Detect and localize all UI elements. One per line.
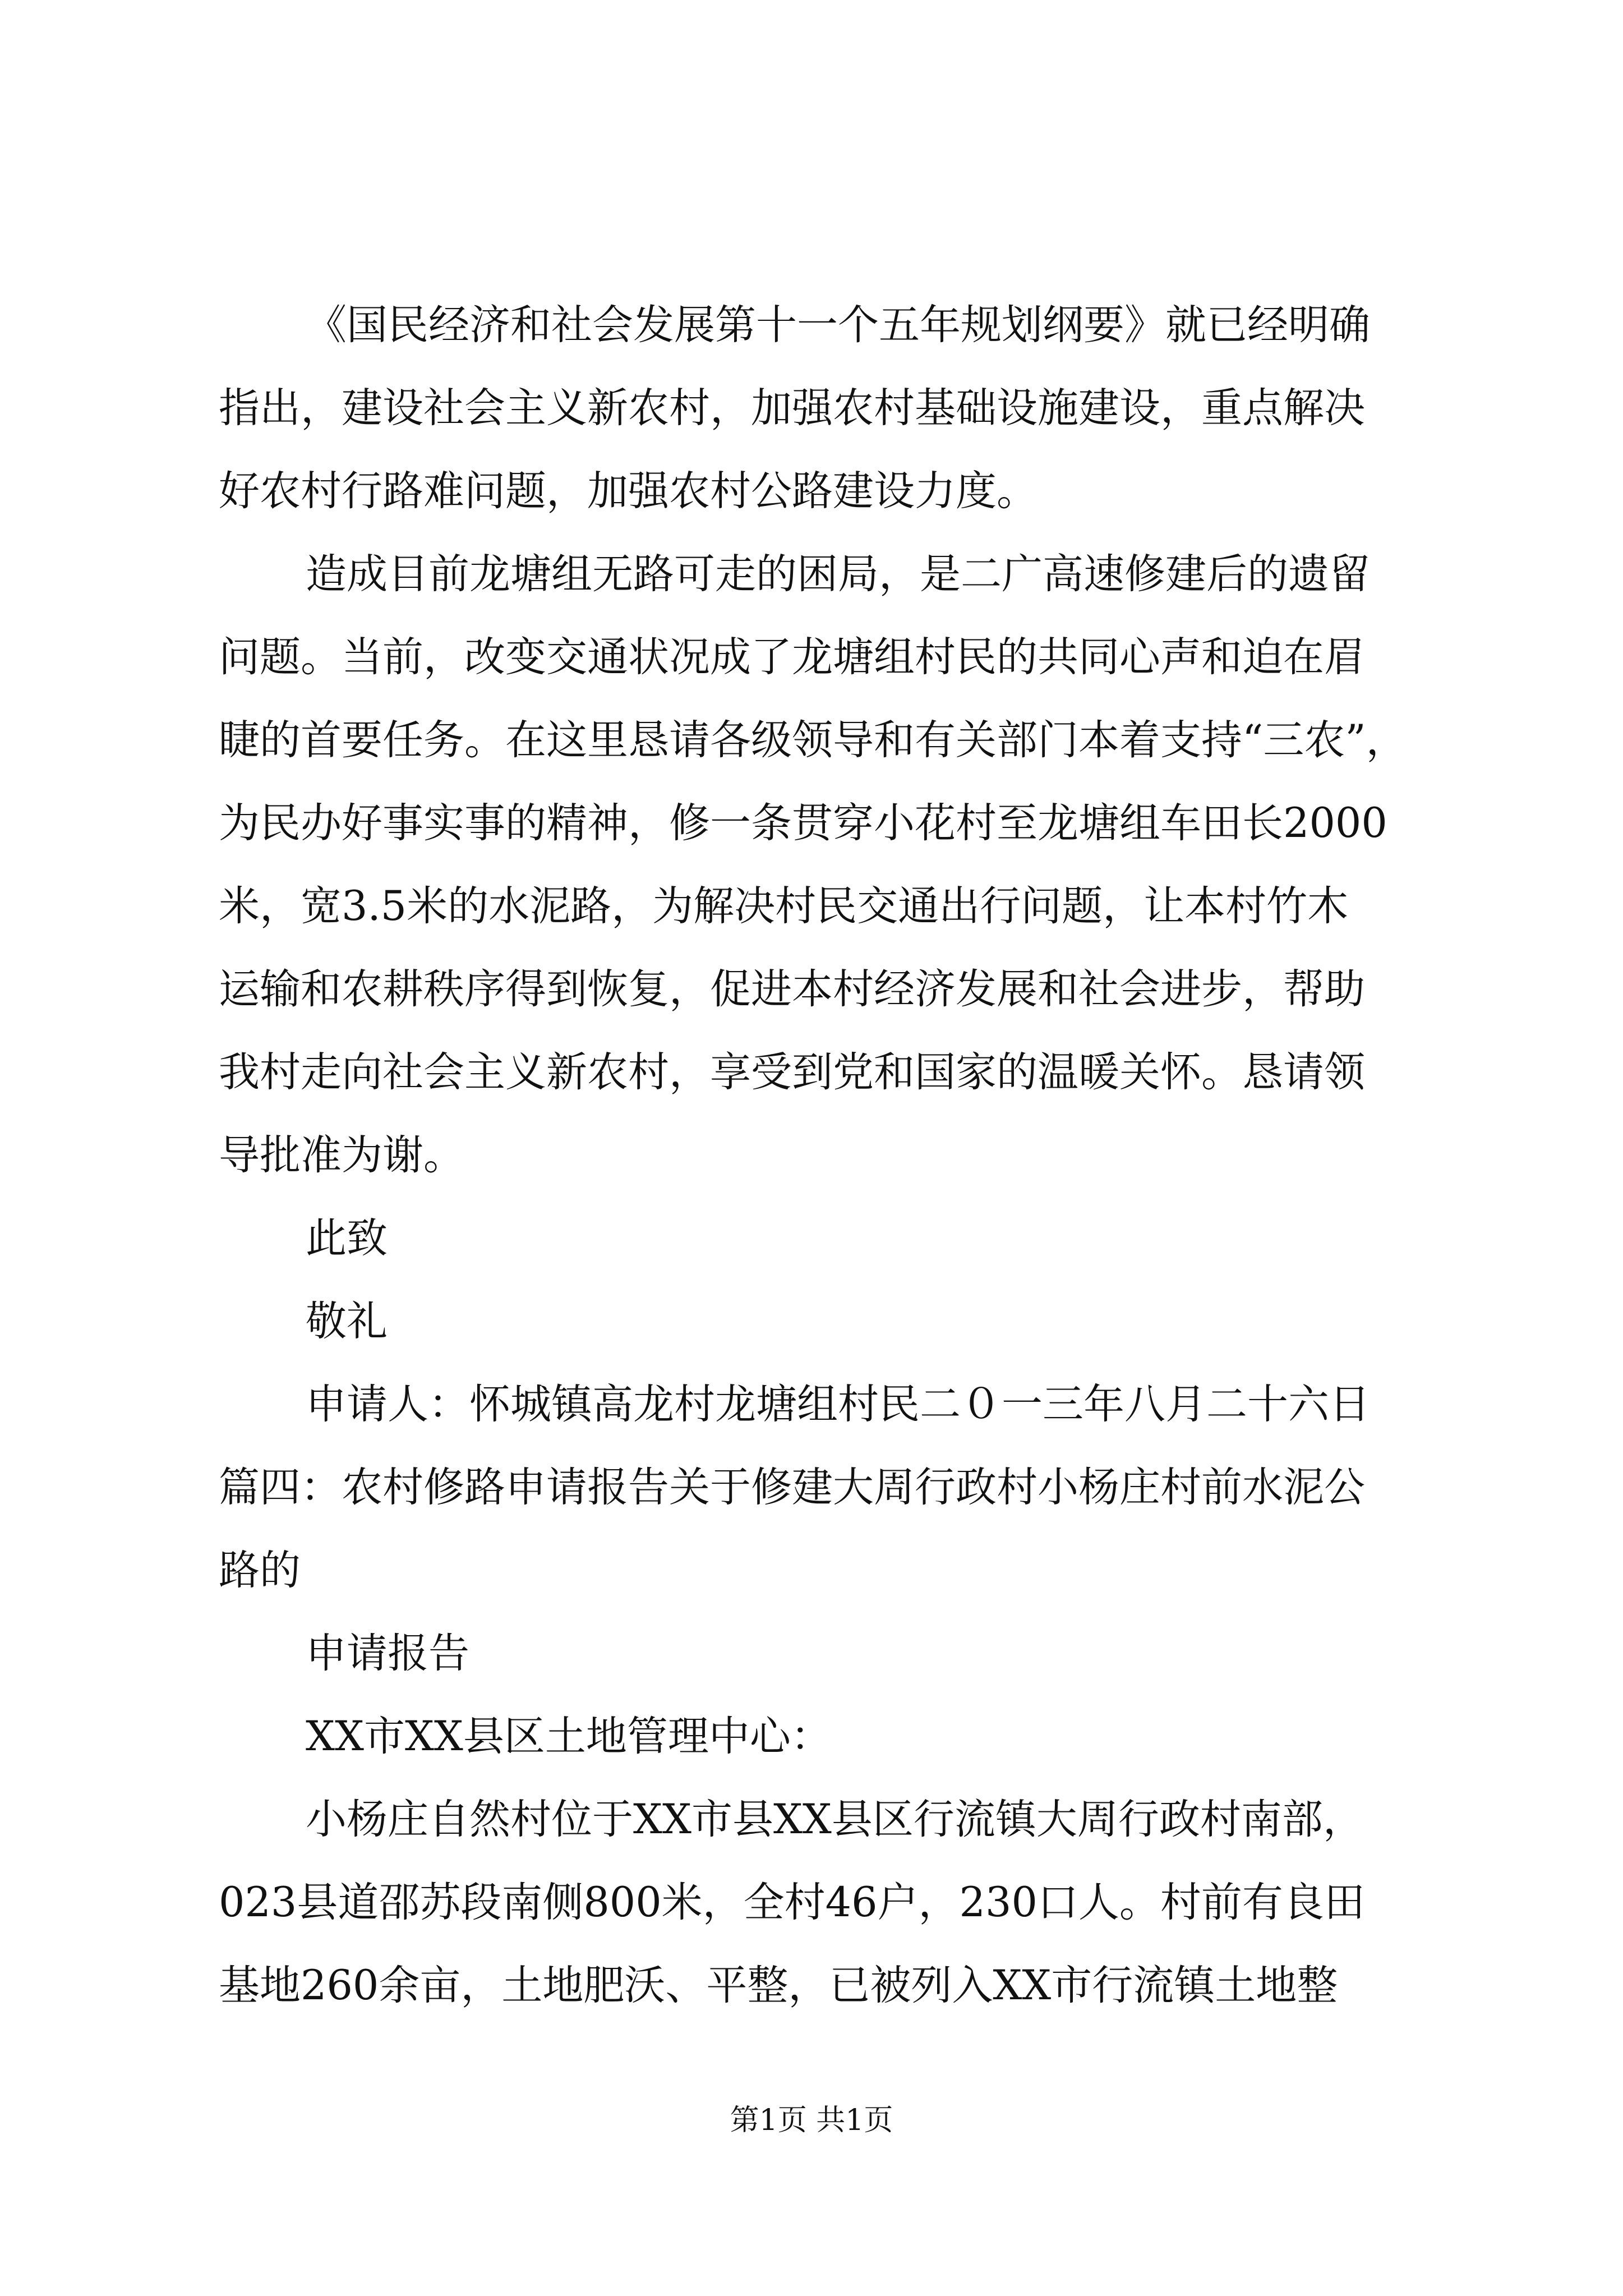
report-heading: 申请报告 — [306, 1630, 469, 1677]
text-line: 小杨庄自然村位于XX市县XX县区行流镇大周行政村南部， — [306, 1796, 1364, 1843]
salutation: 此致 — [306, 1214, 388, 1262]
recipient: XX市XX县区土地管理中心： — [306, 1713, 832, 1760]
text-line: 指出，建设社会主义新农村，加强农村基础设施建设，重点解决 — [219, 384, 1365, 432]
text-line: 我村走向社会主义新农村，享受到党和国家的温暖关怀。恳请领 — [219, 1048, 1365, 1096]
text-line: 《国民经济和社会发展第十一个五年规划纲要》就已经明确 — [306, 301, 1370, 349]
text-line: 造成目前龙塘组无路可走的困局，是二广高速修建后的遗留 — [306, 550, 1370, 598]
text-line: 导批准为谢。 — [219, 1131, 464, 1179]
text-line: 好农村行路难问题，加强农村公路建设力度。 — [219, 467, 1038, 515]
text-line: 米，宽3.5米的水泥路，为解决村民交通出行问题，让本村竹木 — [219, 882, 1349, 930]
page-footer: 第1页 共1页 — [730, 2104, 893, 2137]
text-line: 问题。当前，改变交通状况成了龙塘组村民的共同心声和迫在眉 — [219, 633, 1365, 681]
closing: 敬礼 — [306, 1297, 388, 1345]
text-line: 023县道邵苏段南侧800米，全村46户，230口人。村前有良田 — [219, 1879, 1365, 1926]
section-title-continued: 路的 — [219, 1547, 301, 1594]
text-line: 运输和农耕秩序得到恢复，促进本村经济发展和社会进步，帮助 — [219, 965, 1365, 1013]
applicant-signature: 申请人：怀城镇高龙村龙塘组村民二０一三年八月二十六日 — [306, 1381, 1370, 1428]
text-line: 睫的首要任务。在这里恳请各级领导和有关部门本着支持“三农”， — [219, 716, 1407, 764]
text-line: 基地260余亩，土地肥沃、平整，已被列入XX市行流镇土地整 — [219, 1962, 1338, 2009]
section-title: 篇四：农村修路申请报告关于修建大周行政村小杨庄村前水泥公 — [219, 1464, 1365, 1511]
text-line: 为民办好事实事的精神，修一条贯穿小花村至龙塘组车田长2000 — [219, 799, 1387, 847]
